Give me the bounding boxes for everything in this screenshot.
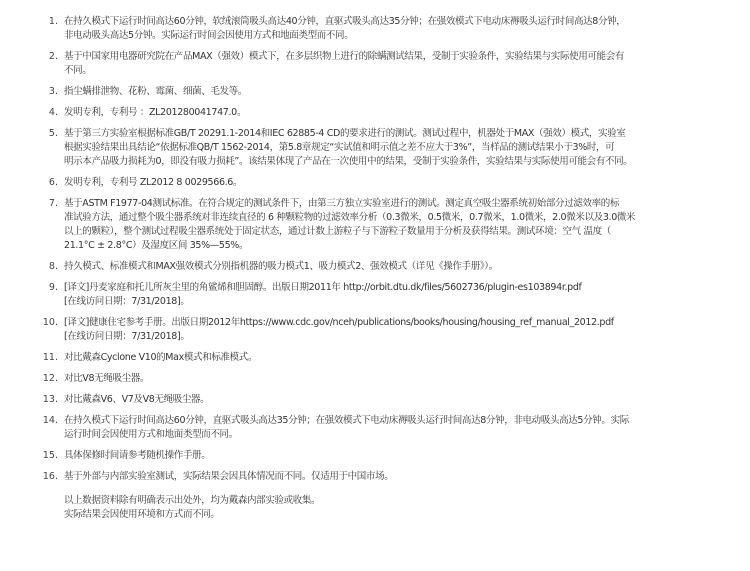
footnote-10 xyxy=(0,316,750,344)
disclaimer-line-1: 以上数据资料除有明确表示出处外，均为戴森内部实验或收集。 xyxy=(64,495,321,506)
footnote-8 xyxy=(0,260,750,274)
footnote-number: 13. xyxy=(42,394,58,405)
footnote-9 xyxy=(0,281,750,309)
footnote-number: 11. xyxy=(42,352,58,363)
footnote-1 xyxy=(0,15,750,43)
footnote-text: 对比V8无绳吸尘器。 xyxy=(64,373,150,384)
footnote-text: 在持久模式下运行时间高达60分钟，直驱式吸头高达35分钟；在强效模式下电动床褥吸头运行时间高达8分钟，非电动吸头高达5分钟。实际 运行时间会因使用方式和地面类型而不同。 xyxy=(64,415,629,440)
footnote-text: 在持久模式下运行时间高达60分钟，软绒滚筒吸头高达40分钟，直驱式吸头高达35分钟；在强效模式下电动床褥吸头运行时间高达8分钟， 非电动吸头高达5分钟。实际运行时间会因使用方式和地面类型而不同。 xyxy=(64,16,626,41)
footnote-7 xyxy=(0,197,750,253)
footnote-4 xyxy=(0,106,750,120)
footnote-number: 12. xyxy=(42,373,58,384)
footnote-text: 指尘螨排泄物、花粉、霉菌、细菌、毛发等。 xyxy=(64,86,248,97)
footnote-number: 16. xyxy=(42,471,58,482)
disclaimer-line-2: 实际结果会因使用环境和方式而不同。 xyxy=(64,509,220,520)
footnote-list xyxy=(0,15,750,484)
footnote-number: 15. xyxy=(42,450,58,461)
footnote-number: 7. xyxy=(48,198,58,209)
footnote-text: 基于中国家用电器研究院在产品MAX（强效）模式下，在多层织物上进行的除螨测试结果，受制于实验条件，实验结果与实际使用可能会有 不同。 xyxy=(64,51,625,76)
disclaimer-block xyxy=(64,494,719,522)
footnote-number: 9. xyxy=(48,282,58,293)
footnote-number: 2. xyxy=(48,51,58,62)
footnote-text: 对比戴森Cyclone V10的Max模式和标准模式。 xyxy=(64,352,258,363)
footnote-2 xyxy=(0,50,750,78)
footnote-number: 8. xyxy=(48,261,58,272)
footnote-16 xyxy=(0,470,750,484)
footnote-number: 14. xyxy=(42,415,58,426)
footnote-13 xyxy=(0,393,750,407)
footnote-number: 1. xyxy=(48,16,58,27)
footnote-text: [译文]健康住宅参考手册。出版日期2012年https://www.cdc.gov/nceh/publications/books/housing/housing_ref_manual_2012.pdf [在线访问日期：7/31/2018]。 xyxy=(64,317,614,342)
footnote-3 xyxy=(0,85,750,99)
footnote-text: 持久模式、标准模式和MAX强效模式分别指机器的吸力模式1、吸力模式2、强效模式（详见《操作手册》）。 xyxy=(64,261,498,272)
footnote-11 xyxy=(0,351,750,365)
footnote-text: 基于ASTM F1977-04测试标准。在符合规定的测试条件下，由第三方独立实验室进行的测试。测定真空吸尘器系统初始部分过滤效率的标 准试验方法，通过整个吸尘器系统对非连续直径的 6 种颗粒物的过滤效率分析（0.3微米，0.5微米，0.7微米，1.0微米，2.0微米以及3.0微米 以上的颗粒），整个测试过程吸尘器系统处于固定状态，通过计数上游粒子与下游粒子数量用于分析及获得结果。测试环境：空气 温度（ 21.1°C ± 2.8°C）及湿度区间 35%—55%。 xyxy=(64,198,636,251)
footnote-6 xyxy=(0,176,750,190)
footnote-15 xyxy=(0,449,750,463)
footnote-text: 对比戴森V6、V7及V8无绳吸尘器。 xyxy=(64,394,210,405)
footnote-number: 10. xyxy=(42,317,58,328)
footnote-text: 发明专利，专利号 ZL2012 8 0029566.6。 xyxy=(64,177,243,188)
footnote-number: 3. xyxy=(48,86,58,97)
footnote-14 xyxy=(0,414,750,442)
footnote-text: 基于第三方实验室根据标准GB/T 20291.1-2014和IEC 62885-4 CD的要求进行的测试。测试过程中，机器处于MAX（强效）模式，实验室 根据实验结果出具结论“依据标准QB/T 1562-2014，第5.8章规定“实试值和明示值之差不应大于3%”，当样品的测试结果小于3%时，可 明示本产品吸力损耗为0，即没有吸力损耗”。该结果体现了产品在一次使用中的结果，受制于实验条件，实验结果与实际使用可能会有不同。 xyxy=(64,128,633,167)
footnote-number: 5. xyxy=(48,128,58,139)
footnote-number: 6. xyxy=(48,177,58,188)
footnote-5 xyxy=(0,127,750,169)
footnote-text: 基于外部与内部实验室测试，实际结果会因具体情况而不同。仅适用于中国市场。 xyxy=(64,471,394,482)
footnote-text: 发明专利，专利号 ：ZL201280041747.0。 xyxy=(64,107,246,118)
footnote-number: 4. xyxy=(48,107,58,118)
footnote-12 xyxy=(0,372,750,386)
footnote-text: [译文]丹麦家庭和托儿所灰尘里的角鲨烯和胆固醇。出版日期2011年 http://orbit.dtu.dk/files/5602736/plugin-es103894r.pdf [在线访问日期：7/31/2018]。 xyxy=(64,282,582,307)
footnote-text: 具体保修时间请参考随机操作手册。 xyxy=(64,450,211,461)
